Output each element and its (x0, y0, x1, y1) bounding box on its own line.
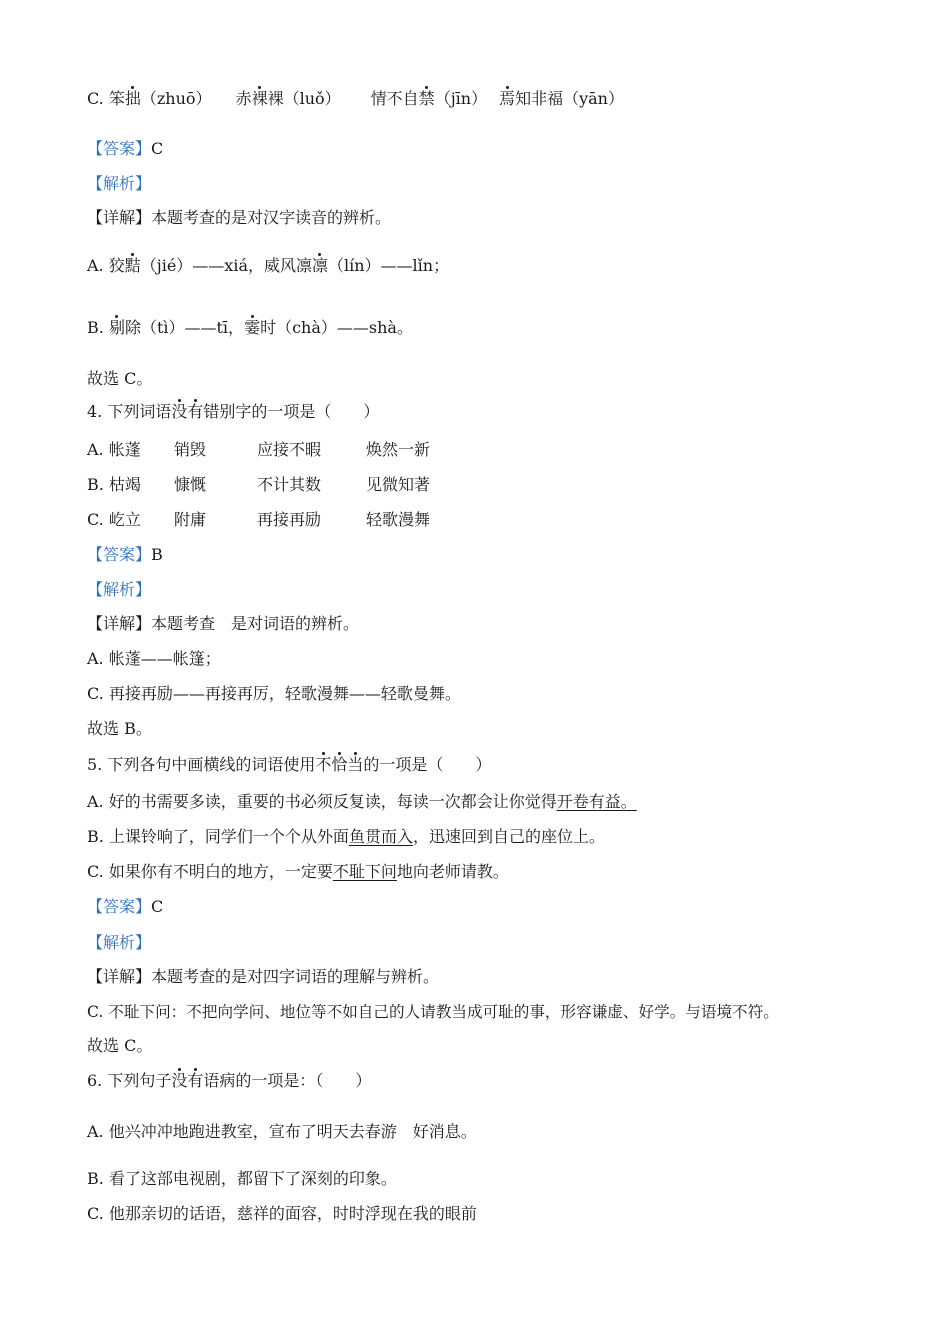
q3-c-emph: 焉 (499, 89, 516, 108)
q3-c-text: C. 笨 (87, 89, 125, 108)
underlined-phrase: 鱼贯而入 (348, 827, 413, 846)
q5-stem (87, 754, 491, 776)
option-text: B. 上课铃响了，同学们一个个从外面 (87, 827, 349, 846)
q5-option-c (87, 861, 509, 883)
q5-analysis-tag: 【解析】 (87, 933, 152, 952)
stem-text: 的一项是（ ） (363, 755, 492, 774)
q3-detail: 【详解】本题考查的是对汉字读音的辨析。 (87, 208, 392, 227)
answer-tag: 【答案】 (87, 897, 152, 916)
q3-c-text: 裸（luǒ） (267, 89, 341, 108)
q6-stem (87, 1070, 371, 1092)
q4-conclusion: 故选 B。 (87, 719, 152, 738)
answer-tag: 【答案】 (87, 139, 152, 158)
stem-text: 4. 下列词语 (87, 402, 172, 421)
stem-emph: 不 (315, 755, 332, 774)
q5-conclusion: 故选 C。 (87, 1036, 153, 1055)
answer-tag: 【答案】 (87, 545, 152, 564)
option-text: C. 如果你有不明白的地方，一定要 (87, 862, 333, 881)
option-word: 慷慨 (174, 475, 207, 494)
stem-text: 错别字的一项是（ ） (203, 402, 380, 421)
option-word: 应接不暇 (257, 440, 322, 459)
q4-detail: 【详解】本题考查 是对词语的辨析。 (87, 614, 360, 633)
q6-option-c: C. 他那亲切的话语，慈祥的面容，时时浮现在我的眼前 (87, 1204, 477, 1223)
q3-c-text: 赤 (235, 89, 252, 108)
option-word: 不计其数 (257, 475, 322, 494)
q5-option-b (87, 826, 605, 848)
option-word: 轻歌漫舞 (366, 510, 431, 529)
q4-option-c (87, 509, 430, 531)
q3-analysis-tag: 【解析】 (87, 174, 152, 193)
expl-text: B. (87, 318, 109, 337)
q3-conclusion: 故选 C。 (87, 369, 153, 388)
option-text: ，迅速回到自己的座位上。 (412, 827, 605, 846)
q3-c-emph: 禁 (418, 89, 435, 108)
q3-answer (87, 138, 163, 160)
option-text: A. 好的书需要多读，重要的书必须反复读，每读一次都会让你觉得 (87, 792, 557, 811)
option-word: 见微知著 (366, 475, 431, 494)
expl-text: 时（chà）——shà。 (260, 318, 413, 337)
q6-option-a: A. 他兴冲冲地跑进教室，宣布了明天去春游 好消息。 (87, 1122, 477, 1141)
q4-expl-c: C. 再接再励——再接再厉，轻歌漫舞——轻歌曼舞。 (87, 684, 461, 703)
q3-c-emph: 拙 (124, 89, 141, 108)
stem-text: 语病的一项是：（ ） (203, 1071, 372, 1090)
option-word: A. 帐蓬 (87, 440, 141, 459)
q6-option-b: B. 看了这部电视剧，都留下了深刻的印象。 (87, 1169, 397, 1188)
stem-emph: 有 (187, 1071, 204, 1090)
q3-option-c (87, 88, 624, 110)
option-word: 焕然一新 (366, 440, 431, 459)
q4-answer (87, 544, 163, 566)
q4-option-a (87, 439, 430, 461)
expl-emph: 凛 (311, 256, 328, 275)
expl-text: A. 狡 (87, 256, 125, 275)
expl-emph: 霎 (244, 318, 261, 337)
option-word: 附庸 (174, 510, 207, 529)
option-word: C. 屹立 (87, 510, 141, 529)
stem-emph: 没 (171, 1071, 188, 1090)
answer-value: C (151, 897, 164, 916)
q5-answer (87, 896, 163, 918)
stem-text: 5. 下列各句中画横线的词语使用 (87, 755, 316, 774)
q3-expl-a (87, 255, 449, 277)
stem-emph: 没 (171, 402, 188, 421)
expl-text: （jié）——xiá，威风凛 (140, 256, 312, 275)
stem-emph: 有 (187, 402, 204, 421)
answer-value: B (151, 545, 163, 564)
q5-expl-c: C. 不耻下问：不把向学问、地位等不如自己的人请教当成可耻的事，形容谦虚、好学。与语境不符。 (87, 1003, 779, 1021)
q4-expl-a: A. 帐蓬——帐篷； (87, 649, 221, 668)
q4-option-b (87, 474, 430, 496)
expl-emph: 黠 (124, 256, 141, 275)
q5-detail: 【详解】本题考查的是对四字词语的理解与辨析。 (87, 967, 440, 986)
stem-text: 6. 下列句子 (87, 1071, 172, 1090)
expl-text: （lín）——lǐn； (328, 256, 450, 275)
q3-c-emph: 裸 (251, 89, 268, 108)
stem-emph: 恰 (331, 755, 348, 774)
stem-emph: 当 (347, 755, 364, 774)
expl-emph: 剔 (108, 318, 125, 337)
q3-c-text: （jīn） (434, 89, 488, 108)
q3-c-text: 情不自 (370, 89, 419, 108)
option-word: 销毁 (174, 440, 207, 459)
q4-stem (87, 401, 379, 423)
underlined-phrase: 不耻下问 (332, 862, 397, 881)
expl-text: 除（tì）——tī， (124, 318, 245, 337)
q4-analysis-tag: 【解析】 (87, 580, 152, 599)
option-word: 再接再励 (257, 510, 322, 529)
option-word: B. 枯竭 (87, 475, 141, 494)
underlined-phrase: 开卷有益。 (556, 792, 637, 811)
q3-expl-b (87, 317, 413, 339)
q3-c-text: （zhuō） (140, 89, 212, 108)
answer-value: C (151, 139, 164, 158)
q3-c-text: 知非福（yān） (515, 89, 624, 108)
option-text: 地向老师请教。 (396, 862, 509, 881)
q5-option-a (87, 791, 637, 813)
